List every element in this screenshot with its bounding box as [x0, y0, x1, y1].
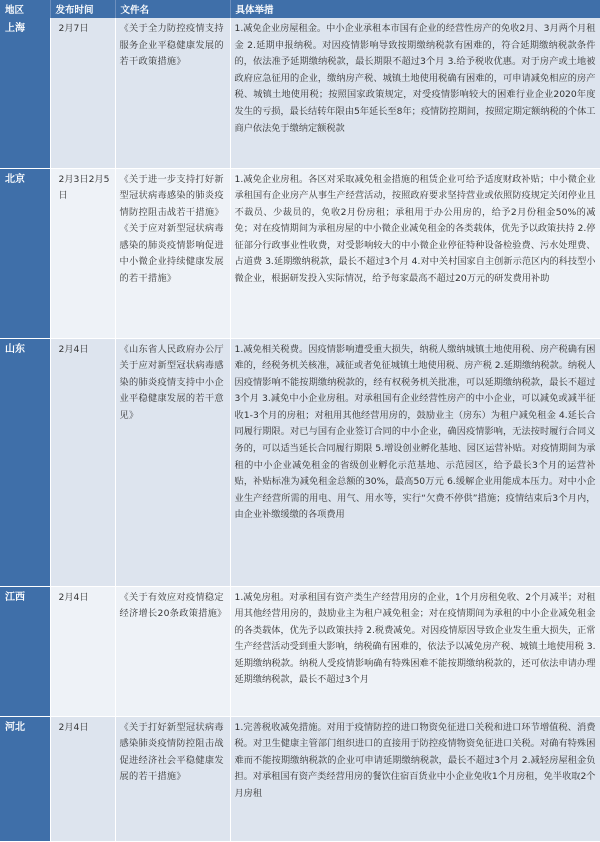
date-cell: 2月4日: [50, 586, 115, 716]
region-cell: 上海: [0, 18, 50, 168]
date-cell: 2月3日2月5日: [50, 168, 115, 338]
table-row: [0, 338, 600, 586]
region-cell: 河北: [0, 716, 50, 841]
measures-cell: 1.减免房租。对承租国有资产类生产经营用房的企业，1个月房租免收、2个月减半；对租用其他经营用房的，鼓励业主为租户减免租金；对在疫情期间为承租的中小企业减免租金的各类载体，优先予以政策扶持 2.税费减免。对因疫情原因导致企业发生重大损失，正常生产经营活动受到重大影响，纳税确有困难的，依法予以减免房产税、城镇土地使用税 3.延期缴纳税款。纳税人受疫情影响确有特殊困难不能按期缴纳税款的，还可依法申请办理延期缴纳税款，最长不超过3个月: [230, 586, 600, 716]
measures-cell: 1.减免企业房屋租金。中小企业承租本市国有企业的经营性房产的免收2月、3月两个月租金 2.延期申报纳税。对因疫情影响导致按期缴纳税款有困难的，符合延期缴纳税款条件的，依法准予延期缴纳税款，最长期限不超过3个月 3.给予税收优惠。对于房产或土地被政府应急征用的企业，缴纳房产税、城镇土地使用税确有困难的，可申请减免相应的房产税、城镇土地使用税；按照国家政策规定，对受疫情影响较大的困难行业企业2020年度发生的亏损，最长结转年限由5年延长至8年；疫情防控期间，按照定期定额纳税的个体工商户依法免于缴纳定额税款: [230, 18, 600, 168]
region-cell: 江西: [0, 586, 50, 716]
doc-cell: 《山东省人民政府办公厅关于应对新型冠状病毒感染的肺炎疫情支持中小企业平稳健康发展的若干意见》: [115, 338, 230, 586]
measures-cell: 1.减免相关税费。因疫情影响遭受重大损失，纳税人缴纳城镇土地使用税、房产税确有困难的，经税务机关核准，减征或者免征城镇土地使用税、房产税 2.延期缴纳税款。纳税人因疫情影响不能按期缴纳税款的，经有权税务机关批准，可以延期缴纳税款，最长不超过3个月 3.减免中小企业房租。对承租国有企业经营性房产的中小企业，可以减免或减半征收1-3个月的房租；对租用其他经营用房的，鼓励业主（房东）为租户减免租金 4.延长合同履行期限。对已与国有企业签订合同的中小企业，确因疫情影响，无法按时履行合同义务的，可以适当延长合同履行期限 5.增设创业孵化基地、园区运营补贴。对疫情期间为承租的中小企业减免租金的省级创业孵化示范基地、示范园区，给予最长3个月的运营补贴，补贴标准为减免租金总额的30%，最高50万元 6.缓解企业用能成本压力。对中小企业生产经营所需的用电、用气、用水等，实行“欠费不停供”措施；疫情结束后3个月内，由企业补缴缓缴的各项费用: [230, 338, 600, 586]
doc-cell: 《关于有效应对疫情稳定经济增长20条政策措施》: [115, 586, 230, 716]
header-doc: 文件名: [115, 0, 230, 18]
doc-cell: 《关于进一步支持打好新型冠状病毒感染的肺炎疫情防控阻击战若干措施》《关于应对新型冠状病毒感染的肺炎疫情影响促进中小微企业持续健康发展的若干措施》: [115, 168, 230, 338]
header-region: 地区: [0, 0, 50, 18]
table-row: [0, 716, 600, 841]
date-cell: 2月4日: [50, 716, 115, 841]
header-date: 发布时间: [50, 0, 115, 18]
date-cell: 2月7日: [50, 18, 115, 168]
doc-cell: 《关于全力防控疫情支持服务企业平稳健康发展的若干政策措施》: [115, 18, 230, 168]
table-row: [0, 18, 600, 168]
measures-cell: 1.减免企业房租。各区对采取减免租金措施的租赁企业可给予适度财政补贴；中小微企业承租国有企业房产从事生产经营活动，按照政府要求坚持营业或依照防疫规定关闭停业且不裁员、少裁员的，免收2月份房租；承租用于办公用房的，给予2月份租金50%的减免；对在疫情期间为承租房屋的中小微企业减免租金的各类载体，优先予以政策扶持 2.停征部分行政事业性收费，对受影响较大的中小微企业停征特种设备检验费、污水处理费、占道费 3.延期缴纳税款，最长不超过3个月 4.对中关村国家自主创新示范区内的科技型小微企业，根据研发投入实际情况，给予每家最高不超过20万元的研发费用补助: [230, 168, 600, 338]
date-cell: 2月4日: [50, 338, 115, 586]
region-cell: 山东: [0, 338, 50, 586]
region-cell: 北京: [0, 168, 50, 338]
doc-cell: 《关于打好新型冠状病毒感染肺炎疫情防控阻击战促进经济社会平稳健康发展的若干措施》: [115, 716, 230, 841]
header-measures: 具体举措: [230, 0, 600, 18]
table-row: [0, 586, 600, 716]
measures-cell: 1.完善税收减免措施。对用于疫情防控的进口物资免征进口关税和进口环节增值税、消费税。对卫生健康主管部门组织进口的直接用于防控疫情物资免征进口关税。对确有特殊困难而不能按期缴纳税款的企业可申请延期缴纳税款，最长不超过3个月 2.减轻房屋租金负担。对承租国有资产类经营用房的餐饮住宿百货业中小企业免收1个月房租，免半收取2个月房租: [230, 716, 600, 841]
table-row: [0, 168, 600, 338]
table-header-row: [0, 0, 600, 18]
